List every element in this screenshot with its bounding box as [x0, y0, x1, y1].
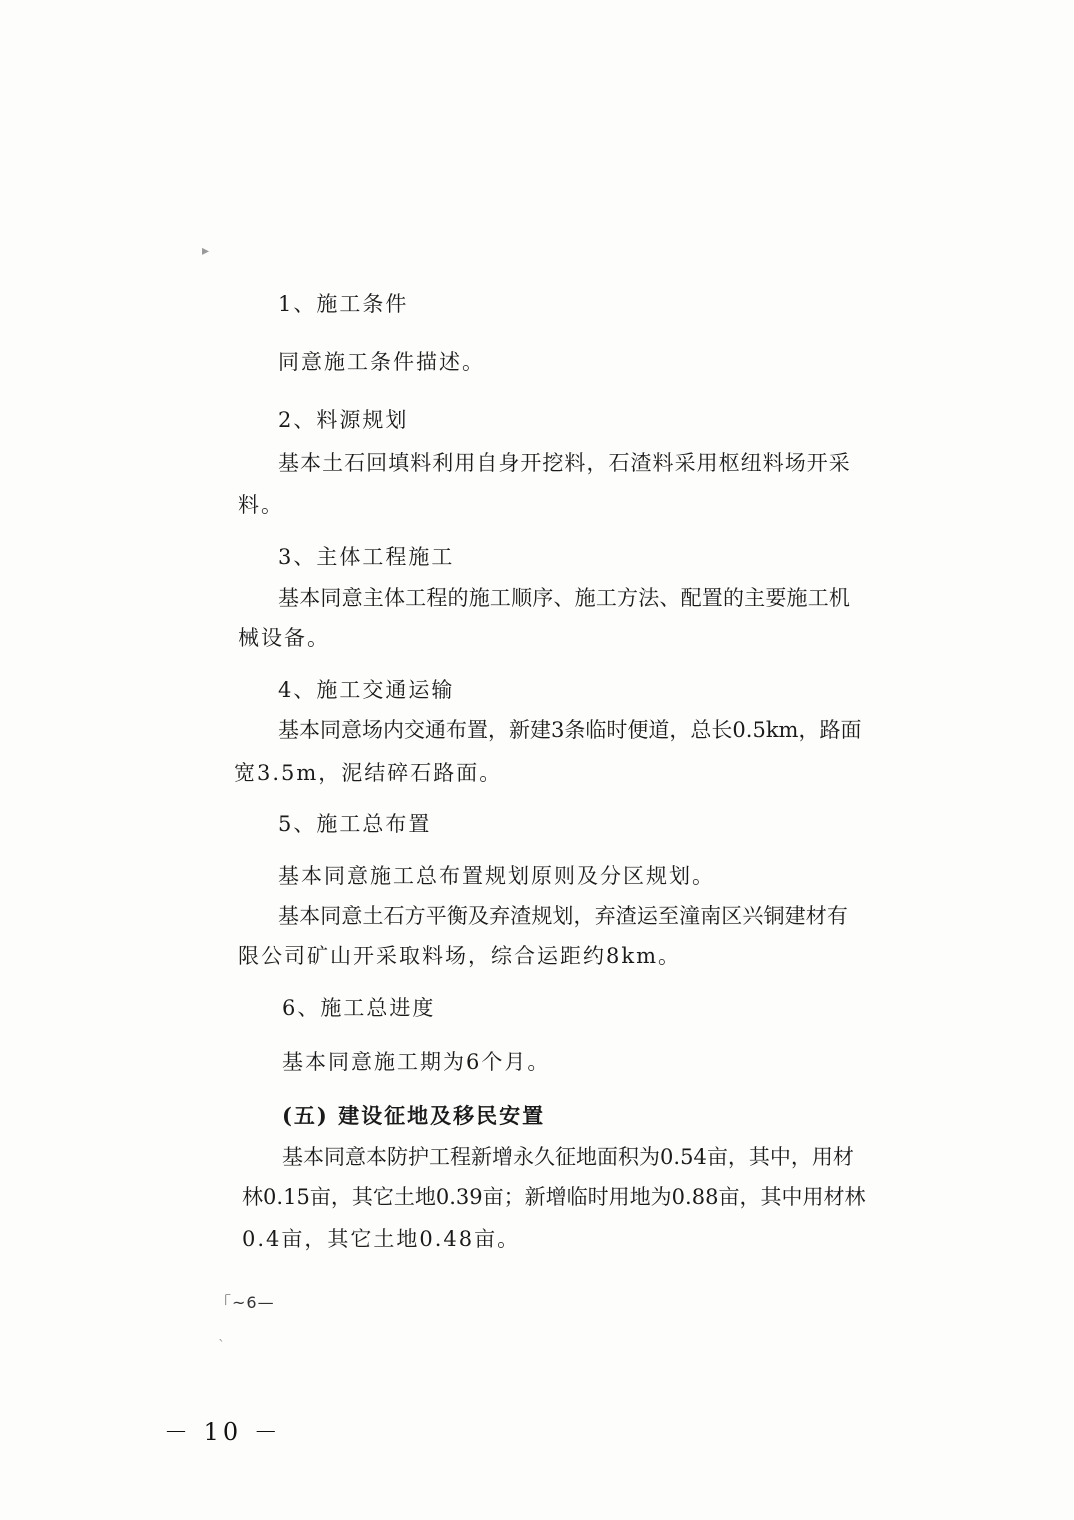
scan-corner-mark: ▸ — [202, 243, 210, 259]
section-resettlement-body-line-3: 0.4亩，其它土地0.48亩。 — [242, 1227, 521, 1251]
section-3-body-line-1: 基 本 同 意 主 体 工 程 的 施 工 顺 序 、 施 工 方 法 、 配 置 的 主 要 施 工 机 — [278, 586, 850, 610]
section-5-heading-resettlement: (五) 建设征地及移民安置 — [282, 1103, 546, 1128]
section-5-body-para-2-line-2: 限公司矿山开采取料场，综合运距约8km。 — [238, 944, 681, 968]
section-4-body-line-2: 宽3.5m，泥结碎石路面。 — [234, 761, 503, 785]
section-3-body-line-2: 械设备。 — [238, 626, 330, 650]
inner-page-number: 「~6— — [215, 1293, 275, 1312]
section-1-heading: 1、施工条件 — [278, 292, 409, 316]
section-6-body: 基本同意施工期为6个月。 — [282, 1050, 551, 1074]
section-6-heading: 6、施工总进度 — [282, 996, 436, 1020]
section-5-heading: 5、施工总布置 — [278, 812, 432, 836]
section-4-heading: 4、施工交通运输 — [278, 678, 455, 702]
section-5-body-para-2-line-1: 基 本 同 意 土 石 方 平 衡 及 弃 渣 规 划 ， 弃 渣 运 至 潼 南 区 兴 铜 建 材 有 — [278, 904, 848, 928]
section-3-heading: 3、主体工程施工 — [278, 545, 455, 569]
section-2-heading: 2、料源规划 — [278, 408, 409, 432]
section-4-body-line-1: 基 本 同 意 场 内 交 通 布 置 ， 新 建 3 条 临 时 便 道 ， 总 长 0 . 5 k m ， 路 面 — [278, 718, 862, 742]
section-resettlement-body-line-1: 基 本 同 意 本 防 护 工 程 新 增 永 久 征 地 面 积 为 0 . 5 4 亩 ， 其 中 ， 用 材 — [282, 1145, 854, 1169]
section-2-body-line-1: 基 本 土 石 回 填 料 利 用 自 身 开 挖 料 ， 石 渣 料 采 用 枢 纽 料 场 开 采 — [278, 451, 850, 475]
section-5-body-para-1: 基本同意施工总布置规划原则及分区规划。 — [278, 864, 715, 888]
page-number: － 10 － — [164, 1418, 282, 1446]
section-2-body-line-2: 料。 — [238, 493, 284, 517]
section-1-body: 同意施工条件描述。 — [278, 350, 485, 374]
section-resettlement-body-line-2: 林 0 . 1 5 亩 ， 其 它 土 地 0 . 3 9 亩 ； 新 增 临 时 用 地 为 0 . 8 8 亩 ， 其 中 用 材 林 — [242, 1185, 866, 1209]
scan-side-tick: ˎ — [218, 1326, 225, 1342]
